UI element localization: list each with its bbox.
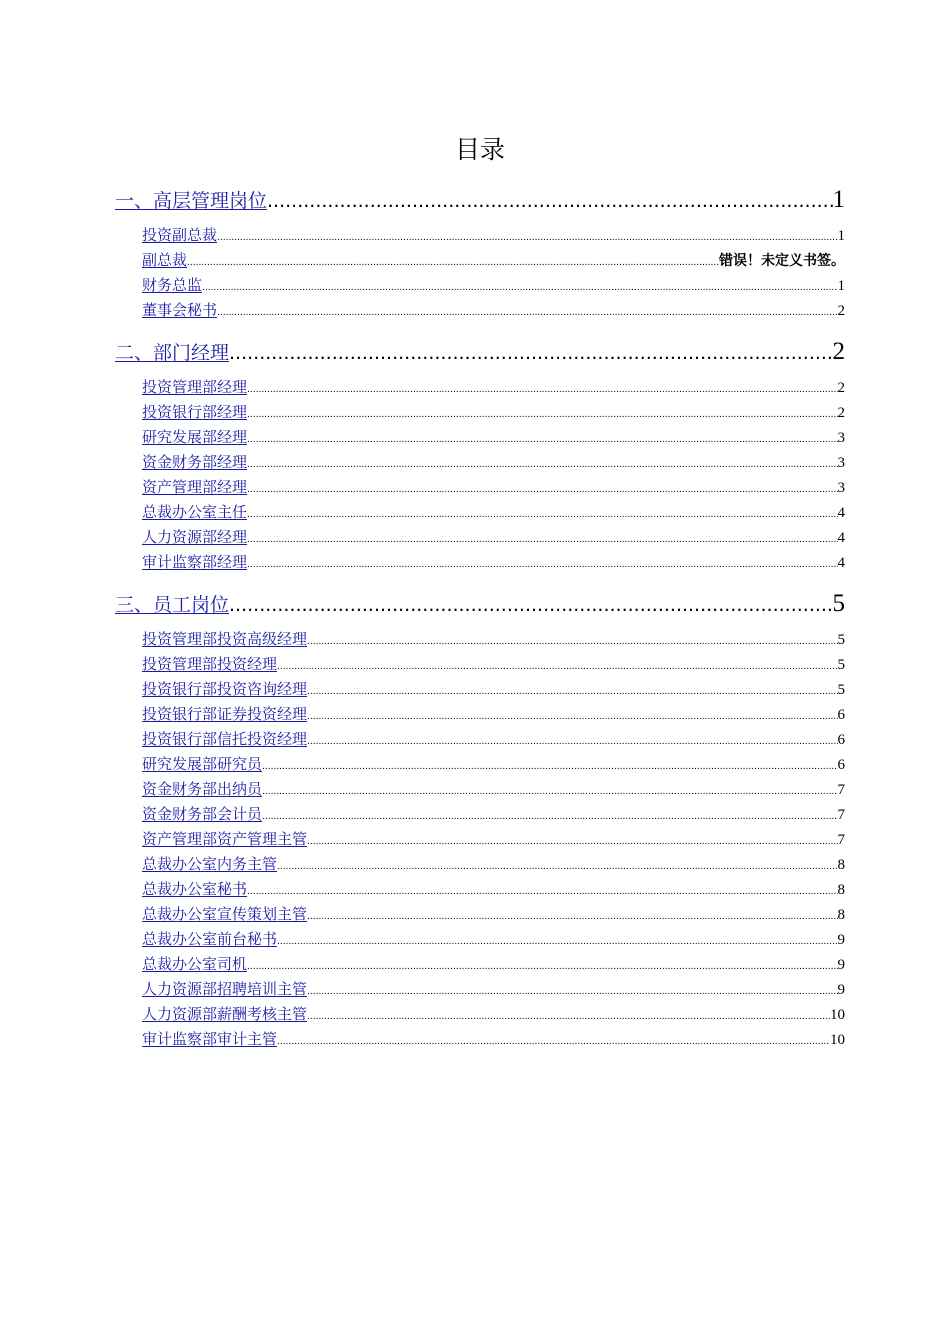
toc-leader-dots [247,378,837,400]
toc-leader-dots [217,226,837,248]
toc-page-number: 5 [837,682,845,698]
toc-leader-dots [262,755,837,777]
toc-page-number: 7 [837,807,845,823]
toc-entry[interactable] [115,802,845,827]
toc-page-number: 1 [837,228,845,244]
toc-entry-link[interactable]: 研究发展部经理 [142,428,248,446]
toc-leader-dots [229,336,832,369]
toc-leader-dots [277,930,837,952]
toc-page-number: 9 [837,957,845,973]
toc-leader-dots [247,403,837,425]
toc-page-number: 3 [837,455,845,471]
toc-leader-dots [247,428,837,450]
toc-entry-link[interactable]: 投资副总裁 [142,226,218,244]
toc-page-number: 7 [837,832,845,848]
toc-leader-dots [247,553,837,575]
toc-entry-link[interactable]: 投资银行部投资咨询经理 [142,680,308,698]
toc-leader-dots [267,184,832,217]
toc-page-number: 4 [837,530,845,546]
toc-entry-link[interactable]: 财务总监 [142,276,203,294]
toc-leader-dots [307,980,837,1002]
toc-page-number: 8 [837,857,845,873]
toc-entry[interactable] [115,1002,845,1027]
toc-entry[interactable] [115,375,845,400]
toc-entry-link[interactable]: 人力资源部招聘培训主管 [142,980,308,998]
toc-page-number: 4 [837,505,845,521]
toc-page-number: 1 [837,278,845,294]
toc-leader-dots [202,276,837,298]
toc-entry[interactable] [115,677,845,702]
toc-entry[interactable] [115,298,845,323]
toc-entry[interactable] [115,727,845,752]
toc-entry-link[interactable]: 投资管理部经理 [142,378,248,396]
toc-entry[interactable] [115,652,845,677]
toc-entry[interactable] [115,627,845,652]
toc-leader-dots [262,780,837,802]
toc-page-number: 7 [837,782,845,798]
toc-leader-dots [229,588,832,621]
toc-heading-link[interactable]: 一、高层管理岗位 [115,190,268,212]
toc-page-number: 1 [832,186,845,213]
toc-entry-link[interactable]: 投资银行部信托投资经理 [142,730,308,748]
toc-leader-dots [247,528,837,550]
toc-heading-link[interactable]: 三、员工岗位 [115,594,230,616]
toc-page-number: 2 [837,380,845,396]
toc-leader-dots [217,301,837,323]
toc-entry[interactable] [115,827,845,852]
toc-bookmark-error: 错误！未定义书签。 [719,253,845,269]
toc-heading-entry[interactable] [115,183,845,217]
toc-entry-link[interactable]: 人力资源部薪酬考核主管 [142,1005,308,1023]
toc-entry[interactable] [115,425,845,450]
toc-entry[interactable] [115,927,845,952]
toc-entry-link[interactable]: 总裁办公室主任 [142,503,248,521]
toc-page-number: 8 [837,907,845,923]
toc-entry-link[interactable]: 资产管理部经理 [142,478,248,496]
toc-entry-link[interactable]: 资金财务部经理 [142,453,248,471]
toc-subentries [115,217,845,327]
toc-title: 目录 [454,135,505,164]
toc-page-number: 5 [832,590,845,617]
toc-entry-link[interactable]: 投资管理部投资经理 [142,655,278,673]
toc-entry[interactable] [115,752,845,777]
toc-leader-dots [307,680,837,702]
toc-page-number: 3 [837,430,845,446]
toc-page-number: 8 [837,882,845,898]
toc-page-number: 10 [830,1032,845,1048]
toc-page-number: 5 [837,632,845,648]
toc-entry[interactable] [115,525,845,550]
toc-entry[interactable] [115,248,845,273]
toc-entry-link[interactable]: 资金财务部出纳员 [142,780,263,798]
toc-page-number: 9 [837,982,845,998]
toc-entry-link[interactable]: 总裁办公室内务主管 [142,855,278,873]
toc-entry[interactable] [115,902,845,927]
toc-section-staff-positions [115,587,845,1056]
toc-leader-dots [307,830,837,852]
toc-entry[interactable] [115,702,845,727]
toc-section-department-managers [115,335,845,579]
toc-page-number: 6 [837,707,845,723]
toc-entry-link[interactable]: 资金财务部会计员 [142,805,263,823]
toc-page-number: 9 [837,932,845,948]
toc-entry[interactable] [115,475,845,500]
toc-entry[interactable] [115,500,845,525]
toc-page-number: 5 [837,657,845,673]
toc-page-number: 2 [832,338,845,365]
toc-entry[interactable] [115,550,845,575]
toc-leader-dots [247,478,837,500]
toc-page-number: 2 [837,303,845,319]
toc-page-number: 4 [837,555,845,571]
toc-entry-link[interactable]: 总裁办公室宣传策划主管 [142,905,308,923]
toc-entry-link[interactable]: 总裁办公室司机 [142,955,248,973]
toc-entry[interactable] [115,450,845,475]
toc-entry[interactable] [115,977,845,1002]
toc-entry-link[interactable]: 审计监察部经理 [142,553,248,571]
toc-page-number: 10 [830,1007,845,1023]
toc-page-number: 6 [837,757,845,773]
toc-entry[interactable] [115,952,845,977]
toc-leader-dots [187,251,719,273]
toc-leader-dots [307,705,837,727]
toc-entry[interactable] [115,877,845,902]
toc-page-number: 6 [837,732,845,748]
toc-leader-dots [247,453,837,475]
toc-heading-link[interactable]: 二、部门经理 [115,342,230,364]
table-of-contents [115,183,845,1064]
toc-entry-link[interactable]: 总裁办公室秘书 [142,880,248,898]
toc-subentries [115,621,845,1056]
toc-section-senior-management [115,183,845,327]
toc-entry-link[interactable]: 投资银行部证券投资经理 [142,705,308,723]
toc-subentries [115,369,845,579]
toc-leader-dots [247,955,837,977]
toc-entry[interactable] [115,273,845,298]
toc-heading-entry[interactable] [115,587,845,621]
toc-entry-link[interactable]: 研究发展部研究员 [142,755,263,773]
toc-entry-link[interactable]: 审计监察部审计主管 [142,1030,278,1048]
toc-entry-link[interactable]: 投资管理部投资高级经理 [142,630,308,648]
toc-page-number: 2 [837,405,845,421]
toc-entry[interactable] [115,400,845,425]
toc-entry-link[interactable]: 副总裁 [142,251,188,269]
toc-entry[interactable] [115,1027,845,1052]
toc-entry[interactable] [115,852,845,877]
toc-entry[interactable] [115,223,845,248]
toc-leader-dots [262,805,837,827]
toc-leader-dots [247,880,837,902]
toc-entry-link[interactable]: 资产管理部资产管理主管 [142,830,308,848]
toc-leader-dots [307,905,837,927]
toc-entry-link[interactable]: 董事会秘书 [142,301,218,319]
toc-leader-dots [307,630,837,652]
toc-leader-dots [307,1005,830,1027]
toc-leader-dots [307,730,837,752]
toc-entry-link[interactable]: 人力资源部经理 [142,528,248,546]
toc-entry-link[interactable]: 总裁办公室前台秘书 [142,930,278,948]
toc-heading-entry[interactable] [115,335,845,369]
toc-leader-dots [277,1030,830,1052]
toc-leader-dots [277,655,837,677]
toc-leader-dots [247,503,837,525]
toc-entry[interactable] [115,777,845,802]
toc-page-number: 3 [837,480,845,496]
toc-leader-dots [277,855,837,877]
toc-entry-link[interactable]: 投资银行部经理 [142,403,248,421]
